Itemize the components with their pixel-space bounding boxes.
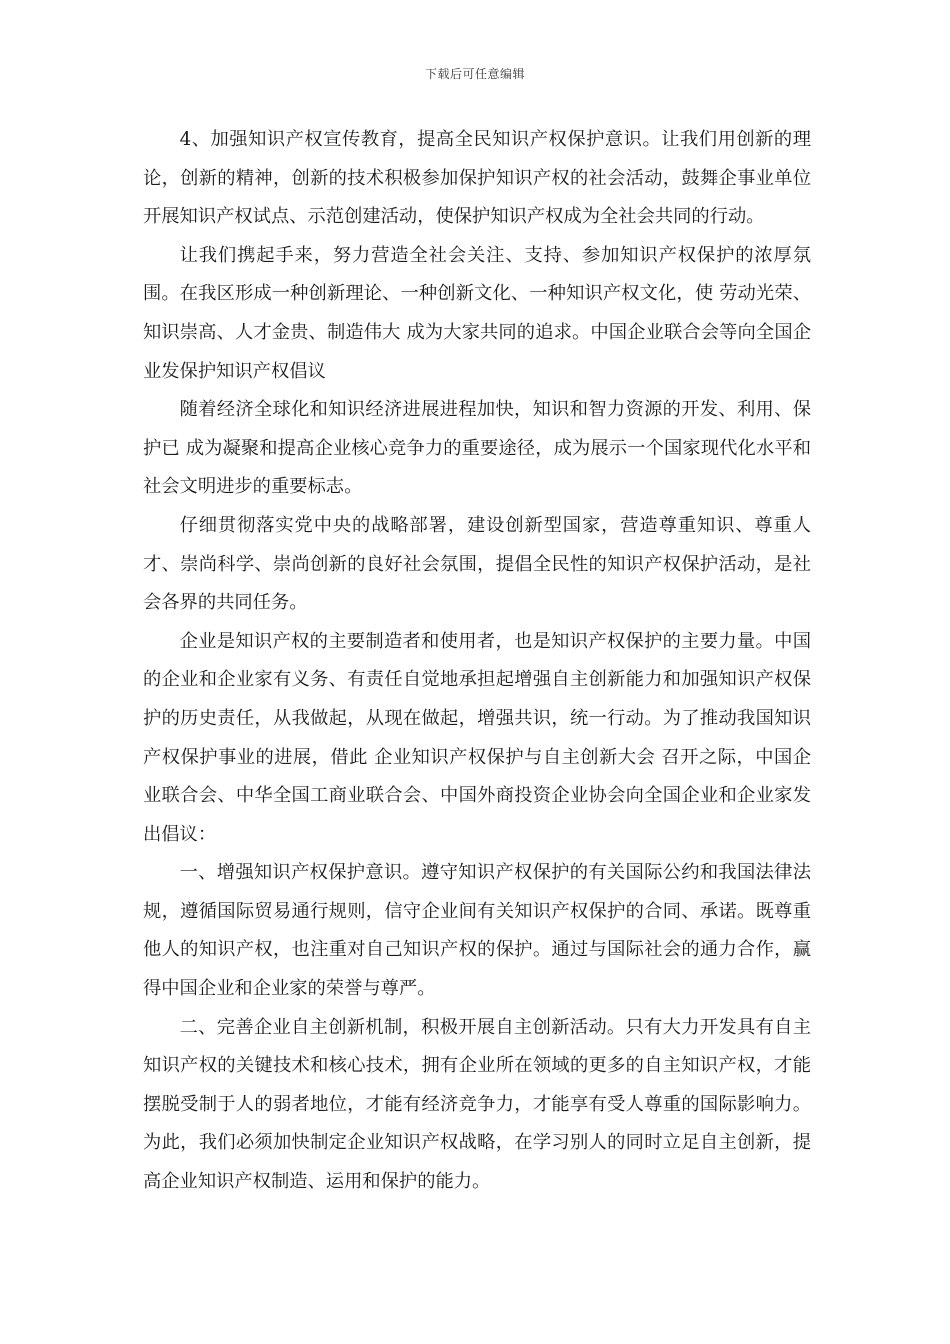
paragraph-3: 随着经济全球化和知识经济进展进程加快，知识和智力资源的开发、利用、保护已 成为凝聚和提高企业核心竞争力的重要途径，成为展示一个国家现代化水平和社会文明进步的重要标志。 [143, 399, 811, 498]
paragraph-2: 让我们携起手来，努力营造全社会关注、支持、参加知识产权保护的浓厚氛围。在我区形成一种创新理论、一种创新文化、一种知识产权文化，使 劳动光荣、知识崇高、人才金贵、制造伟大 成为大家共同的追求。中国企业联合会等向全国企业发保护知识产权倡议 [143, 244, 811, 382]
paragraph-7: 二、完善企业自主创新机制，积极开展自主创新活动。只有大力开发具有自主知识产权的关键技术和核心技术，拥有企业所在领域的更多的自主知识产权，才能摆脱受制于人的弱者地位，才能有经济竞争力，才能享有受人尊重的国际影响力。为此，我们必须加快制定企业知识产权战略，在学习别人的同时立足自主创新，提高企业知识产权制造、运用和保护的能力。 [143, 1016, 811, 1193]
document-body [143, 121, 811, 1202]
paragraph-4: 仔细贯彻落实党中央的战略部署，建设创新型国家，营造尊重知识、尊重人才、崇尚科学、崇尚创新的良好社会氛围，提倡全民性的知识产权保护活动，是社会各界的共同任务。 [143, 514, 811, 614]
page-header: 下载后可任意编辑 [424, 67, 525, 81]
paragraph-5: 企业是知识产权的主要制造者和使用者，也是知识产权保护的主要力量。中国的企业和企业家有义务、有责任自觉地承担起增强自主创新能力和加强知识产权保护的历史责任，从我做起，从现在做起，增强共识，统一行动。为了推动我国知识产权保护事业的进展，借此 企业知识产权保护与自主创新大会 召开之际，中国企业联合会、中华全国工商业联合会、中国外商投资企业协会向全国企业和企业家发出倡议： [143, 630, 811, 845]
paragraph-6: 一、增强知识产权保护意识。遵守知识产权保护的有关国际公约和我国法律法规，遵循国际贸易通行规则，信守企业间有关知识产权保护的合同、承诺。既尊重他人的知识产权，也注重对自己知识产权的保护。通过与国际社会的通力合作，赢得中国企业和企业家的荣誉与尊严。 [143, 862, 811, 1000]
paragraph-1: 4、加强知识产权宣传教育，提高全民知识产权保护意识。让我们用创新的理论，创新的精神，创新的技术积极参加保护知识产权的社会活动，鼓舞企事业单位开展知识产权试点、示范创建活动，使保护知识产权成为全社会共同的行动。 [143, 129, 811, 228]
